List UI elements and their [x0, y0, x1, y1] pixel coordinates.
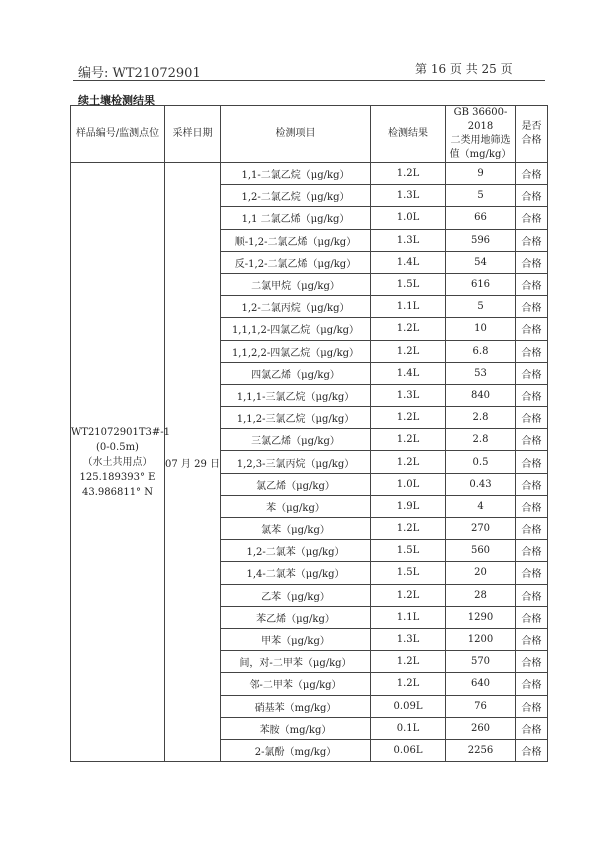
test-item-cell: 1,1-二氯乙烷（μg/kg） — [221, 163, 371, 185]
pass-status-cell: 合格 — [516, 451, 548, 473]
result-cell: 1.0L — [371, 207, 446, 229]
test-item-cell: 2-氯酚（mg/kg） — [221, 739, 371, 761]
result-cell: 1.2L — [371, 340, 446, 362]
standard-value-cell: 2.8 — [446, 407, 516, 429]
pass-status-cell: 合格 — [516, 362, 548, 384]
test-item-cell: 苯乙烯（μg/kg） — [221, 606, 371, 628]
standard-value-cell: 20 — [446, 562, 516, 584]
standard-header-line: GB 36600-2018 — [453, 107, 508, 132]
standard-value-cell: 270 — [446, 518, 516, 540]
standard-value-cell: 1200 — [446, 628, 516, 650]
sample-info-line: WT21072901T3#-1 — [71, 426, 170, 438]
pass-status-cell: 合格 — [516, 739, 548, 761]
result-cell: 1.1L — [371, 606, 446, 628]
pass-status-cell: 合格 — [516, 251, 548, 273]
pass-status-cell: 合格 — [516, 562, 548, 584]
test-item-cell: 氯苯（μg/kg） — [221, 518, 371, 540]
test-item-cell: 乙苯（μg/kg） — [221, 584, 371, 606]
test-item-cell: 1,2-二氯丙烷（μg/kg） — [221, 296, 371, 318]
pass-status-cell: 合格 — [516, 518, 548, 540]
test-item-cell: 邻-二甲苯（μg/kg） — [221, 673, 371, 695]
result-cell: 1.3L — [371, 229, 446, 251]
pass-status-cell: 合格 — [516, 651, 548, 673]
sample-info-line: （水土共用点） — [82, 456, 153, 468]
standard-value-cell: 5 — [446, 296, 516, 318]
pass-status-cell: 合格 — [516, 606, 548, 628]
result-cell: 1.2L — [371, 673, 446, 695]
result-cell: 1.2L — [371, 584, 446, 606]
pass-status-cell: 合格 — [516, 273, 548, 295]
standard-value-cell: 570 — [446, 651, 516, 673]
pass-status-cell: 合格 — [516, 407, 548, 429]
test-item-cell: 二氯甲烷（μg/kg） — [221, 273, 371, 295]
pass-status-cell: 合格 — [516, 384, 548, 406]
page-indicator: 第 16 页 共 25 页 — [415, 62, 513, 76]
pass-status-cell: 合格 — [516, 229, 548, 251]
pass-status-cell: 合格 — [516, 340, 548, 362]
standard-value-cell: 6.8 — [446, 340, 516, 362]
pass-header-line: 是否 — [521, 121, 542, 132]
test-item-cell: 四氯乙烯（μg/kg） — [221, 362, 371, 384]
standard-value-cell: 4 — [446, 495, 516, 517]
header-divider — [73, 80, 545, 81]
standard-value-cell: 53 — [446, 362, 516, 384]
document-number: 编号: WT21072901 — [78, 66, 201, 81]
result-cell: 1.0L — [371, 473, 446, 495]
standard-value-cell: 840 — [446, 384, 516, 406]
standard-value-cell: 260 — [446, 717, 516, 739]
result-cell: 1.5L — [371, 562, 446, 584]
pass-status-cell: 合格 — [516, 318, 548, 340]
sample-info-line: 125.189393° E — [79, 471, 156, 483]
sampling-date-cell: 07 月 29 日 — [165, 163, 221, 762]
test-item-cell: 苯（μg/kg） — [221, 495, 371, 517]
sample-info-line: 43.986811° N — [81, 486, 153, 498]
test-item-cell: 氯乙烯（μg/kg） — [221, 473, 371, 495]
test-item-cell: 苯胺（mg/kg） — [221, 717, 371, 739]
result-cell: 1.3L — [371, 384, 446, 406]
result-cell: 1.2L — [371, 407, 446, 429]
test-item-cell: 反-1,2-二氯乙烯（μg/kg） — [221, 251, 371, 273]
result-cell: 1.5L — [371, 540, 446, 562]
sample-info-line: (0-0.5m) — [96, 441, 139, 453]
standard-value-cell: 5 — [446, 185, 516, 207]
column-header-sample: 样品编号/监测点位 — [71, 106, 165, 163]
table-header-row — [71, 106, 548, 163]
result-cell: 1.2L — [371, 318, 446, 340]
result-cell: 1.2L — [371, 651, 446, 673]
standard-value-cell: 76 — [446, 695, 516, 717]
section-title: 续土壤检测结果 — [78, 94, 155, 107]
pass-status-cell: 合格 — [516, 495, 548, 517]
standard-value-cell: 10 — [446, 318, 516, 340]
standard-value-cell: 9 — [446, 163, 516, 185]
test-item-cell: 甲苯（μg/kg） — [221, 628, 371, 650]
test-item-cell: 1,4-二氯苯（μg/kg） — [221, 562, 371, 584]
standard-value-cell: 54 — [446, 251, 516, 273]
result-cell: 1.2L — [371, 163, 446, 185]
test-item-cell: 1,1,1-三氯乙烷（μg/kg） — [221, 384, 371, 406]
column-header-item: 检测项目 — [221, 106, 371, 163]
standard-value-cell: 1290 — [446, 606, 516, 628]
column-header-result: 检测结果 — [371, 106, 446, 163]
result-cell: 1.3L — [371, 628, 446, 650]
test-item-cell: 1,2,3-三氯丙烷（μg/kg） — [221, 451, 371, 473]
standard-value-cell: 616 — [446, 273, 516, 295]
pass-status-cell: 合格 — [516, 185, 548, 207]
test-item-cell: 1,1 二氯乙烯（μg/kg） — [221, 207, 371, 229]
standard-value-cell: 66 — [446, 207, 516, 229]
standard-value-cell: 0.5 — [446, 451, 516, 473]
results-table — [70, 105, 548, 762]
pass-status-cell: 合格 — [516, 429, 548, 451]
result-cell: 1.9L — [371, 495, 446, 517]
result-cell: 1.4L — [371, 362, 446, 384]
standard-value-cell: 640 — [446, 673, 516, 695]
pass-status-cell: 合格 — [516, 584, 548, 606]
test-item-cell: 1,1,2,2-四氯乙烷（μg/kg） — [221, 340, 371, 362]
standard-header-line: 值（mg/kg） — [449, 149, 512, 160]
result-cell: 0.06L — [371, 739, 446, 761]
test-item-cell: 三氯乙烯（μg/kg） — [221, 429, 371, 451]
result-cell: 1.5L — [371, 273, 446, 295]
column-header-standard — [446, 106, 516, 163]
standard-value-cell: 560 — [446, 540, 516, 562]
pass-status-cell: 合格 — [516, 540, 548, 562]
result-cell: 1.2L — [371, 451, 446, 473]
standard-value-cell: 0.43 — [446, 473, 516, 495]
pass-status-cell: 合格 — [516, 673, 548, 695]
pass-status-cell: 合格 — [516, 296, 548, 318]
test-item-cell: 间，对-二甲苯（μg/kg） — [221, 651, 371, 673]
column-header-pass — [516, 106, 548, 163]
pass-status-cell: 合格 — [516, 473, 548, 495]
test-item-cell: 顺-1,2-二氯乙烯（μg/kg） — [221, 229, 371, 251]
standard-value-cell: 2.8 — [446, 429, 516, 451]
result-cell: 1.4L — [371, 251, 446, 273]
pass-status-cell: 合格 — [516, 695, 548, 717]
standard-value-cell: 2256 — [446, 739, 516, 761]
column-header-date: 采样日期 — [165, 106, 221, 163]
sample-info-cell — [71, 163, 170, 762]
table-row — [71, 163, 548, 185]
result-cell: 1.1L — [371, 296, 446, 318]
pass-status-cell: 合格 — [516, 717, 548, 739]
standard-value-cell: 596 — [446, 229, 516, 251]
pass-header-line: 合格 — [521, 135, 542, 146]
result-cell: 0.1L — [371, 717, 446, 739]
test-item-cell: 1,2-二氯苯（μg/kg） — [221, 540, 371, 562]
test-item-cell: 1,1,1,2-四氯乙烷（μg/kg） — [221, 318, 371, 340]
pass-status-cell: 合格 — [516, 207, 548, 229]
result-cell: 1.2L — [371, 429, 446, 451]
pass-status-cell: 合格 — [516, 628, 548, 650]
result-cell: 1.3L — [371, 185, 446, 207]
result-cell: 0.09L — [371, 695, 446, 717]
standard-value-cell: 28 — [446, 584, 516, 606]
test-item-cell: 硝基苯（mg/kg） — [221, 695, 371, 717]
pass-status-cell: 合格 — [516, 163, 548, 185]
test-item-cell: 1,2-二氯乙烷（μg/kg） — [221, 185, 371, 207]
standard-header-line: 二类用地筛选 — [450, 135, 511, 146]
test-item-cell: 1,1,2-三氯乙烷（μg/kg） — [221, 407, 371, 429]
result-cell: 1.2L — [371, 518, 446, 540]
